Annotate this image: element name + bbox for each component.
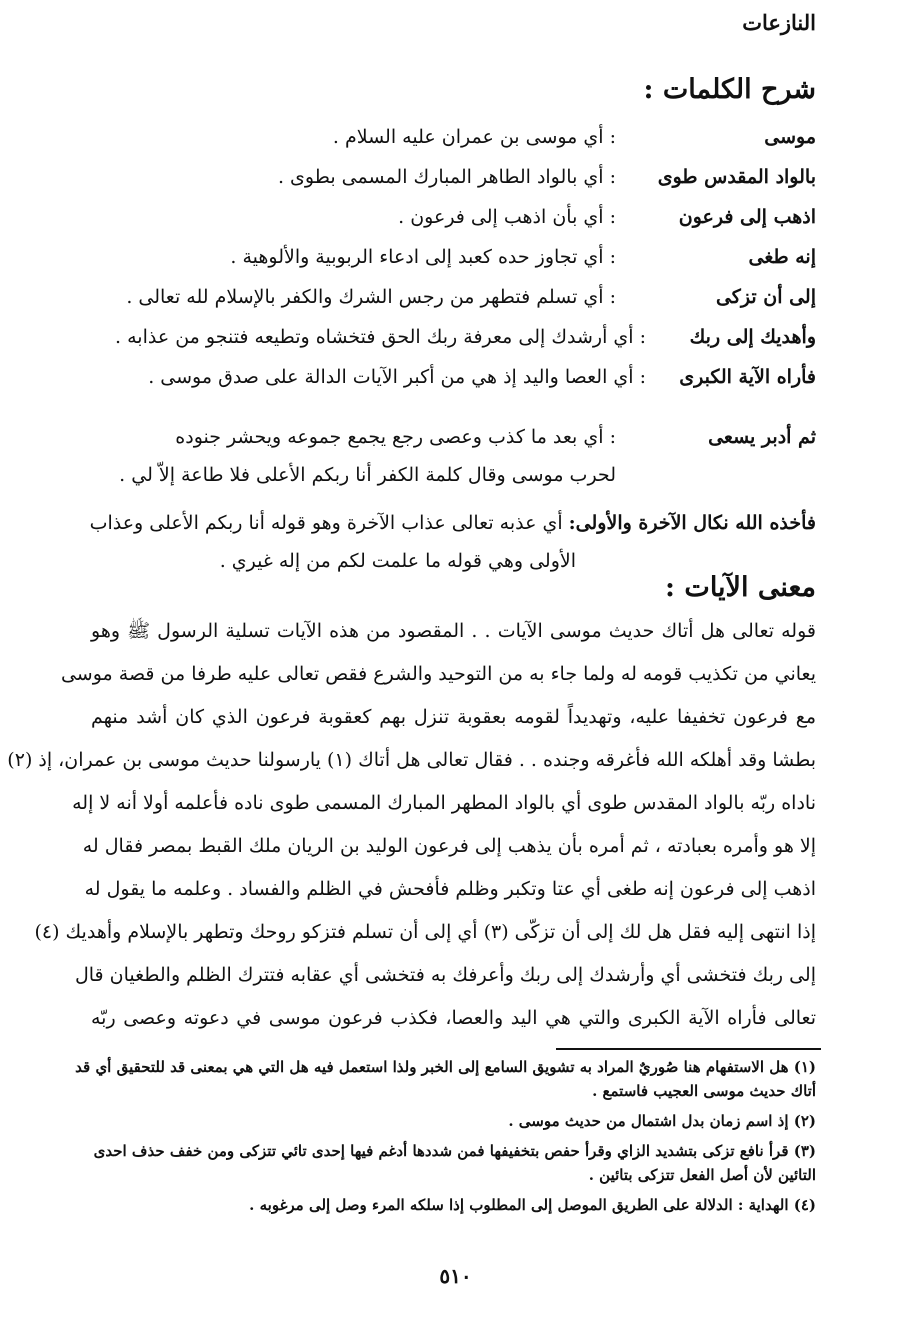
glossary-definition: : أي تجاوز حده كعبد إلى ادعاء الربوبية والألوهية . [230, 246, 616, 268]
footnote-line: (١) هل الاستفهام هنا صُوريٌ المراد به تشويق السامع إلى الخبر ولذا استعمل فيه هل التي هي بمعنى قد للتحقيق أي قد [75, 1058, 816, 1076]
footnote-line: (٣) قرأ نافع تزكى بتشديد الزاي وقرأ حفص بتخفيفها فمن شددها أدغم فيها إحدى تائي تتزكى ومن خفف حذف احدى [93, 1142, 816, 1160]
glossary-term: فأخذه الله نكال الآخرة والأولى: [568, 512, 816, 534]
footnote-line: (٢) إذ اسم زمان بدل اشتمال من حديث موسى . [508, 1112, 816, 1130]
footnote-3 [81, 1139, 816, 1187]
glossary-list [56, 120, 816, 400]
footnote-1 [75, 1055, 816, 1103]
footnote-line: التائين لأن أصل الفعل تتزكى بتائين . [588, 1166, 816, 1184]
glossary-term: بالواد المقدس طوى [657, 166, 816, 188]
body-line: بطشا وقد أهلكه الله فأغرقه وجنده . . فقال تعالى هل أتاك (١) يارسولنا حديث موسى بن عمران، إذ (٢) [7, 749, 816, 771]
meaning-body [7, 610, 816, 1040]
body-line: تعالى فأراه الآية الكبرى والتي هي اليد والعصا، فكذب فرعون موسى في دعوته وعصى ربّه [91, 1007, 816, 1029]
glossary-item [56, 360, 816, 400]
glossary-term: موسى [764, 126, 816, 148]
glossary-definition: أي عذبه تعالى عذاب الآخرة وهو قوله أنا ربكم الأعلى وعذاب [89, 512, 563, 534]
body-line: ناداه ربّه بالواد المقدس طوى أي بالواد المطهر المبارك المسمى طوى ناده فأعلمه أولا أنه لا إله [72, 792, 816, 814]
footnote-4 [81, 1193, 816, 1217]
surah-running-header: النازعات [742, 10, 816, 35]
glossary-item [56, 240, 816, 280]
glossary-term: إلى أن تزكى [715, 286, 816, 308]
glossary-term: إنه طغى [748, 246, 816, 268]
glossary-definition: : أي العصا واليد إذ هي من أكبر الآيات الدالة على صدق موسى . [148, 366, 646, 388]
page-number: ٥١٠ [439, 1264, 472, 1288]
glossary-definition: : أي تسلم فتطهر من رجس الشرك والكفر بالإسلام لله تعالى . [126, 286, 616, 308]
body-line: إذا انتهى إليه فقل هل لك إلى أن تزكّى (٣) أي إلى أن تسلم فتزكو روحك وتطهر بالإسلام وأهديك (٤) [34, 921, 816, 943]
glossary-definition: : أي أرشدك إلى معرفة ربك الحق فتخشاه وتطيعه فتنجو من عذابه . [115, 326, 646, 348]
meaning-heading: معنى الآيات : [665, 572, 816, 603]
body-line: إلى ربك فتخشى أي وأرشدك إلى ربك وأعرفك به فتخشى أي عقابه فتترك الظلم والطغيان قال [74, 964, 816, 986]
glossary-item [56, 160, 816, 200]
footnote-line: (٤) الهداية : الدلالة على الطريق الموصل إلى المطلوب إذا سلكه المرء وصل إلى مرغوبه . [249, 1196, 816, 1214]
body-line: قوله تعالى هل أتاك حديث موسى الآيات . . المقصود من هذه الآيات تسلية الرسول ﷺ وهو [91, 620, 816, 642]
glossary-definition-continuation: لحرب موسى وقال كلمة الكفر أنا ربكم الأعلى فلا طاعة إلاّ لي . [119, 464, 616, 486]
footnote-line: أتاك حديث موسى العجيب فاستمع . [592, 1082, 816, 1100]
glossary-term: فأراه الآية الكبرى [679, 366, 816, 388]
glossary-item-multiline [56, 418, 816, 494]
body-line: مع فرعون تخفيفا عليه، وتهديداً لقومه بعقوبة تنزل بهم كعقوبة فرعون الذي كان أشد منهم [91, 706, 816, 728]
glossary-heading: شرح الكلمات : [643, 74, 816, 105]
glossary-item [56, 200, 816, 240]
body-line: إلا هو وأمره بعبادته ، ثم أمره بأن يذهب إلى فرعون الوليد بن الريان ملك القبط بمصر فقال له [82, 835, 816, 857]
glossary-item [56, 120, 816, 160]
glossary-definition-continuation: الأولى وهي قوله ما علمت لكم من إله غيري . [219, 550, 576, 572]
body-line: اذهب إلى فرعون إنه طغى أي عتا وتكبر وظلم فأفحش في الظلم والفساد . وعلمه ما يقول له [84, 878, 816, 900]
glossary-definition: : أي بعد ما كذب وعصى رجع يجمع جموعه ويحشر جنوده [175, 426, 616, 448]
glossary-term: اذهب إلى فرعون [678, 206, 816, 228]
glossary-item-multiline [56, 504, 816, 580]
glossary-item [56, 280, 816, 320]
glossary-item [56, 320, 816, 360]
body-line: يعاني من تكذيب قومه له ولما جاء به من التوحيد والشرع فقص تعالى عليه طرفا من قصة موسى [60, 663, 816, 685]
glossary-definition: : أي موسى بن عمران عليه السلام . [332, 126, 616, 148]
footnote-2 [81, 1109, 816, 1133]
footnote-divider [556, 1048, 821, 1050]
glossary-definition: : أي بالواد الطاهر المبارك المسمى بطوى . [277, 166, 616, 188]
glossary-term: ثم أدبر يسعى [708, 426, 816, 448]
footnotes [75, 1055, 816, 1223]
glossary-definition: : أي بأن اذهب إلى فرعون . [398, 206, 616, 228]
glossary-term: وأهديك إلى ربك [689, 326, 816, 348]
